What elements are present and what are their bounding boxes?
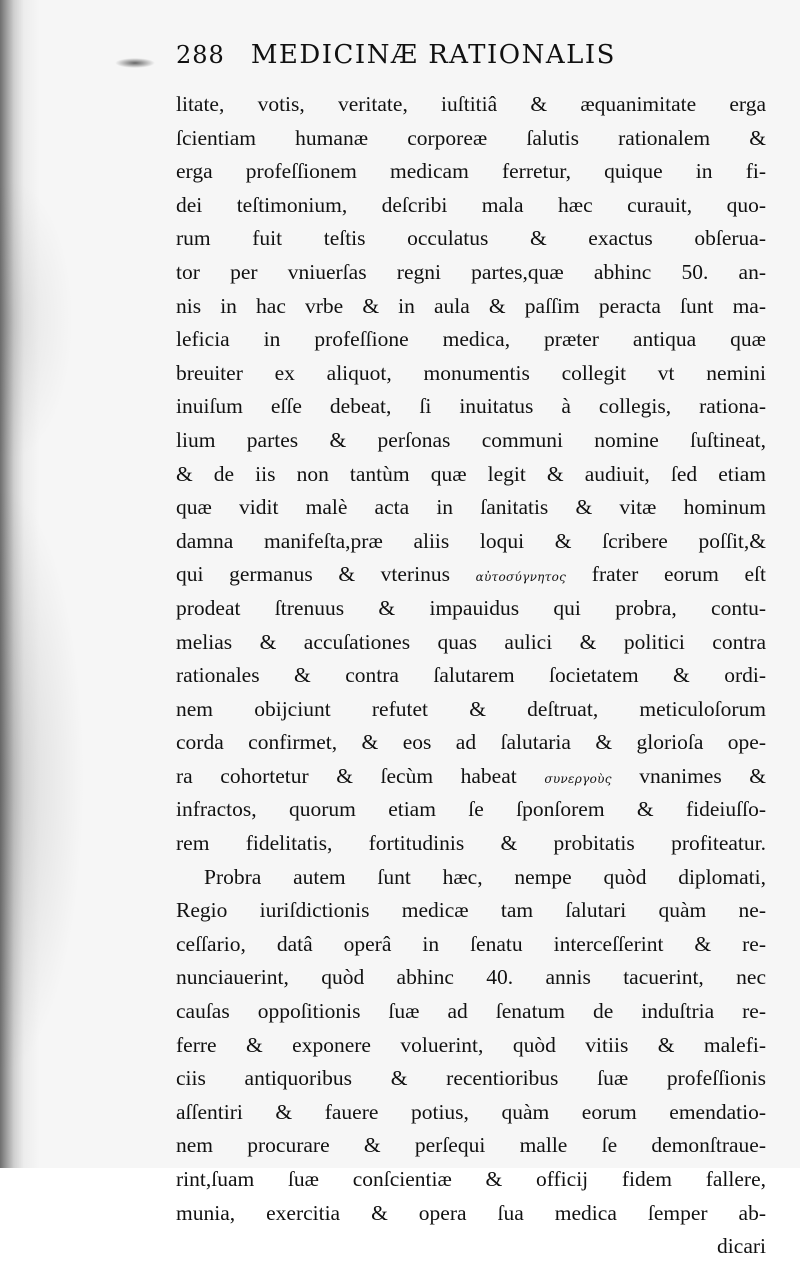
text-line: nem obijciunt refutet & deſtruat, meticuloſorum: [176, 696, 766, 721]
text-line: Regio iuriſdictionis medicæ tam ſalutari quàm ne-: [176, 898, 766, 923]
text-line: ferre & exponere voluerint, quòd vitiis & malefi-: [176, 1032, 766, 1057]
text-line: infractos, quorum etiam ſe ſponſorem & fideiuſſo-: [176, 797, 766, 822]
text-line: rum fuit teſtis occulatus & exactus obſerua-: [176, 226, 766, 251]
text-line: inuiſum eſſe debeat, ſi inuitatus à collegis, rationa-: [176, 394, 766, 419]
text-line: prodeat ſtrenuus & impauidus qui probra, contu-: [176, 595, 766, 620]
body-text: [176, 88, 766, 1264]
text-line: cauſas oppoſitionis ſuæ ad ſenatum de induſtria re-: [176, 999, 766, 1024]
text-line: ceſſario, datâ operâ in ſenatu interceſſerint & re-: [176, 931, 766, 956]
text-line: rint,ſuam ſuæ conſcientiæ & officij fidem fallere,: [176, 1167, 766, 1191]
page-header: [176, 40, 766, 88]
text-line: Probra autem ſunt hæc, nempe quòd diplomati,: [204, 864, 766, 889]
line-text: ra cohortetur & ſecùm habeat: [176, 763, 545, 788]
ink-smudge: [115, 58, 155, 68]
text-line: [176, 558, 766, 592]
text-line: nunciauerint, quòd abhinc 40. annis tacuerint, nec: [176, 965, 766, 990]
line-text: qui germanus & vterinus: [176, 562, 476, 587]
text-line: dicari: [717, 1234, 766, 1259]
text-line: breuiter ex aliquot, monumentis collegit vt nemini: [176, 360, 766, 385]
page-number: 288: [176, 41, 225, 69]
greek-word: αὐτοσύγνητος: [475, 570, 567, 585]
text-line: nis in hac vrbe & in aula & paſſim peracta ſunt ma-: [176, 293, 766, 318]
text-line: rem fidelitatis, fortitudinis & probitatis profiteatur.: [176, 831, 766, 856]
text-line: ciis antiquoribus & recentioribus ſuæ profeſſionis: [176, 1066, 766, 1091]
text-line: litate, votis, veritate, iuſtitiâ & æquanimitate erga: [176, 92, 766, 116]
text-line: erga profeſſionem medicam ferretur, quique in fi-: [176, 159, 766, 184]
text-line: nem procurare & perſequi malle ſe demonſtraue-: [176, 1133, 766, 1158]
text-line: dei teſtimonium, deſcribi mala hæc curauit, quo-: [176, 192, 766, 217]
text-line: corda confirmet, & eos ad ſalutaria & glorioſa ope-: [176, 730, 766, 755]
text-line: leficia in profeſſione medica, præter antiqua quæ: [176, 327, 766, 352]
text-line: lium partes & perſonas communi nomine ſuſtineat,: [176, 427, 766, 452]
text-line: [176, 760, 766, 794]
text-line: damna manifeſta,præ aliis loqui & ſcribere poſſit,&: [176, 528, 766, 553]
page-gutter-shadow: [0, 0, 150, 1168]
line-text: vnanimes &: [611, 763, 767, 788]
text-line: ſcientiam humanæ corporeæ ſalutis rationalem &: [176, 125, 766, 150]
text-line: munia, exercitia & opera ſua medica ſemper ab-: [176, 1200, 766, 1225]
text-line: melias & accuſationes quas aulici & politici contra: [176, 629, 766, 654]
text-line: rationales & contra ſalutarem ſocietatem & ordi-: [176, 663, 766, 688]
text-line: aſſentiri & fauere potius, quàm eorum emendatio-: [176, 1099, 766, 1124]
running-title: MEDICINÆ RATIONALIS: [250, 40, 616, 70]
text-line: quæ vidit malè acta in ſanitatis & vitæ hominum: [176, 495, 766, 520]
text-line: & de iis non tantùm quæ legit & audiuit, ſed etiam: [176, 461, 766, 486]
line-text: frater eorum eſt: [566, 562, 766, 587]
text-line: tor per vniuerſas regni partes,quæ abhinc 50. an-: [176, 259, 766, 284]
book-page: [176, 40, 766, 1264]
greek-word: συνεργοὺς: [544, 771, 612, 786]
